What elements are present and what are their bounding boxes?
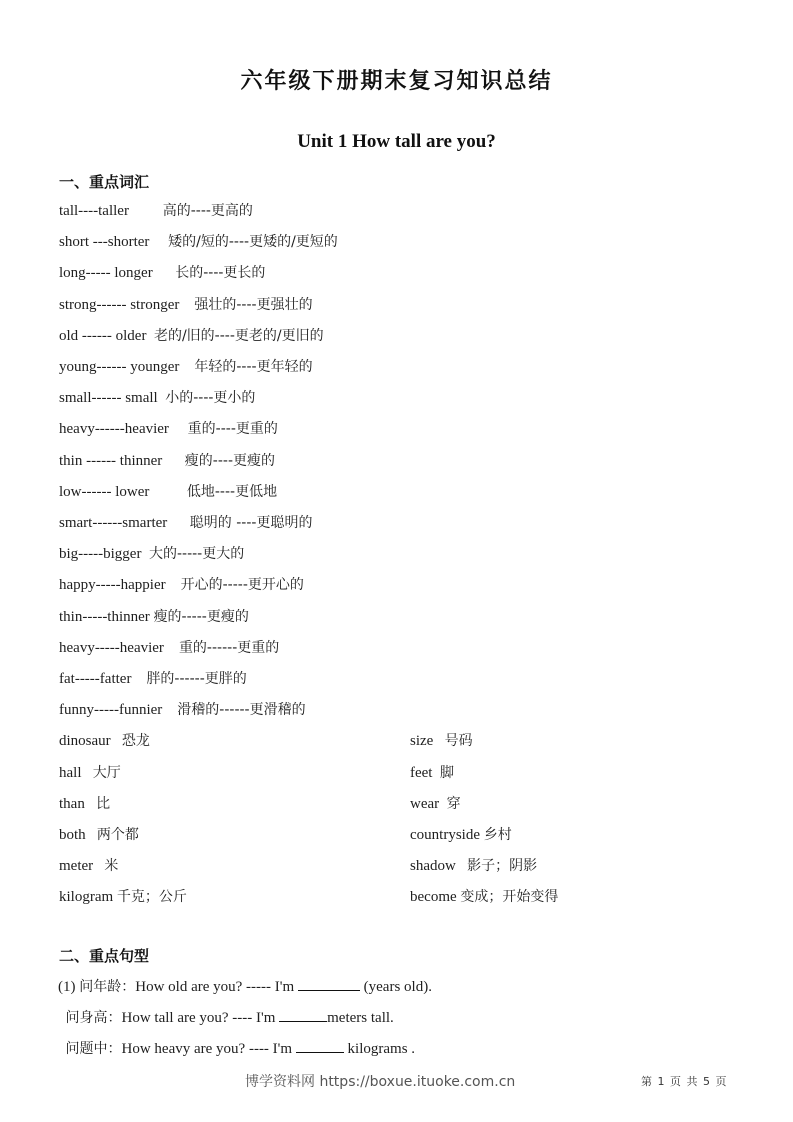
answer-blank [298, 976, 360, 991]
vocab-chinese: 大厅 [92, 764, 121, 781]
vocab-item [59, 544, 244, 564]
vocab-chinese: 重的----更重的 [187, 421, 278, 438]
vocab-english: dinosaur [59, 733, 111, 750]
vocab-chinese: 小的----更小的 [165, 390, 256, 407]
vocab-english: tall----taller [59, 203, 129, 219]
vocab-chinese: 米 [104, 858, 119, 875]
vocab-item [59, 825, 139, 845]
vocab-item [410, 794, 461, 814]
sentence-pattern [58, 976, 432, 997]
vocab-english: short ---shorter [59, 234, 150, 251]
vocab-item [59, 763, 121, 783]
vocab-chinese: 胖的------更胖的 [146, 671, 247, 687]
vocab-item [59, 856, 118, 876]
vocab-item [59, 482, 277, 502]
vocab-chinese: 瘦的-----更瘦的 [153, 608, 249, 625]
vocab-english: meter [59, 858, 94, 875]
vocab-chinese: 比 [96, 795, 111, 812]
vocab-english: heavy-----heavier [59, 639, 164, 656]
vocab-item [59, 575, 304, 595]
vocab-english: hall [59, 764, 82, 781]
answer-blank [296, 1038, 344, 1053]
vocab-chinese: 矮的/短的----更矮的/更短的 [168, 234, 338, 251]
vocab-english: wear [410, 795, 440, 812]
vocab-english: both [59, 827, 86, 843]
sentence-question: How old are you? ----- I'm [135, 979, 298, 995]
vocab-chinese: 影子；阴影 [467, 858, 538, 875]
vocab-chinese: 穿 [446, 795, 461, 812]
section-heading-vocabulary: 一、重点词汇 [59, 173, 150, 191]
vocab-chinese: 千克；公斤 [116, 889, 187, 906]
footer-website: 博学资料网 https://boxue.ituoke.com.cn [245, 1074, 516, 1090]
sentence-number [58, 1010, 66, 1026]
vocab-item [59, 794, 110, 814]
vocab-item [59, 638, 279, 658]
vocab-english: fat-----fatter [59, 671, 132, 687]
vocab-item [59, 388, 255, 408]
vocab-english: funny-----funnier [59, 702, 163, 719]
document-title: 六年级下册期末复习知识总结 [240, 69, 553, 94]
sentence-question: How tall are you? ---- I'm [121, 1010, 280, 1026]
vocab-english: old ------ older [59, 327, 147, 344]
vocab-english: thin ------ thinner [59, 452, 163, 469]
vocab-english: young------ younger [59, 359, 180, 375]
vocab-chinese: 脚 [439, 764, 454, 781]
vocab-english: shadow [410, 858, 456, 875]
vocab-english: heavy------heavier [59, 421, 169, 438]
vocab-chinese: 开心的-----更开心的 [180, 577, 304, 594]
sentence-label: 问身高： [65, 1010, 122, 1026]
vocab-item [59, 607, 249, 627]
vocab-chinese: 年轻的----更年轻的 [194, 359, 313, 375]
vocab-english: size [410, 733, 434, 750]
section-heading-sentences: 二、重点句型 [59, 947, 150, 965]
unit-title: Unit 1 How tall are you? [297, 131, 496, 152]
vocab-chinese: 变成；开始变得 [460, 889, 559, 906]
vocab-item [410, 763, 454, 783]
vocab-item [410, 887, 558, 907]
vocab-chinese: 滑稽的------更滑稽的 [177, 702, 306, 719]
vocab-item [59, 201, 253, 221]
vocab-item [59, 669, 247, 689]
vocab-chinese: 恐龙 [121, 733, 150, 750]
vocab-item [59, 700, 306, 720]
vocab-english: strong------ stronger [59, 296, 180, 313]
vocab-english: big-----bigger [59, 546, 142, 563]
vocab-english: kilogram [59, 889, 114, 906]
vocab-item [59, 731, 150, 751]
vocab-chinese: 大的-----更大的 [148, 546, 245, 563]
vocab-chinese: 强壮的----更强壮的 [194, 296, 313, 313]
vocab-chinese: 两个都 [96, 827, 139, 843]
sentence-number [58, 1041, 66, 1057]
vocab-item [59, 451, 275, 471]
vocab-chinese: 瘦的----更瘦的 [184, 452, 276, 469]
vocab-english: feet [410, 764, 433, 781]
vocab-chinese: 聪明的 ----更聪明的 [189, 515, 313, 531]
vocab-chinese: 号码 [444, 733, 473, 750]
vocab-chinese: 低地----更低地 [186, 483, 278, 500]
vocab-chinese: 老的/旧的----更老的/更旧的 [153, 327, 324, 344]
vocab-english: become [410, 889, 457, 906]
sentence-suffix: kilograms . [343, 1041, 416, 1057]
sentence-pattern [58, 1038, 415, 1059]
answer-blank [279, 1007, 327, 1022]
vocab-chinese: 乡村 [483, 827, 512, 843]
footer-page-number: 第 1 页 共 5 页 [641, 1075, 727, 1088]
vocab-english: smart------smarter [59, 515, 168, 531]
vocab-chinese: 高的----更高的 [162, 203, 253, 219]
vocab-item [59, 887, 187, 907]
vocab-item [59, 419, 278, 439]
vocab-item [410, 825, 512, 845]
sentence-number: (1) [58, 979, 80, 995]
vocab-english: countryside [410, 827, 480, 843]
vocab-item [59, 295, 313, 315]
vocab-english: small------ small [59, 390, 158, 407]
sentence-question: How heavy are you? ---- I'm [121, 1041, 296, 1057]
sentence-suffix: (years old). [359, 979, 432, 995]
vocab-item [410, 856, 537, 876]
vocab-english: low------ lower [59, 483, 150, 500]
vocab-chinese: 重的------更重的 [178, 639, 280, 656]
vocab-english: long----- longer [59, 265, 153, 282]
sentence-pattern [58, 1007, 394, 1028]
vocab-english: than [59, 795, 85, 812]
vocab-item [59, 513, 312, 533]
vocab-item [59, 232, 338, 252]
vocab-item [59, 326, 324, 346]
vocab-english: happy-----happier [59, 577, 166, 594]
vocab-chinese: 长的----更长的 [175, 265, 266, 282]
vocab-item [59, 357, 313, 377]
vocab-item [59, 263, 265, 283]
sentence-suffix: meters tall. [327, 1010, 394, 1026]
sentence-label: 问年龄： [79, 979, 136, 995]
vocab-english: thin-----thinner [59, 608, 150, 625]
sentence-label: 问题中： [65, 1041, 122, 1057]
vocab-item [410, 731, 473, 751]
